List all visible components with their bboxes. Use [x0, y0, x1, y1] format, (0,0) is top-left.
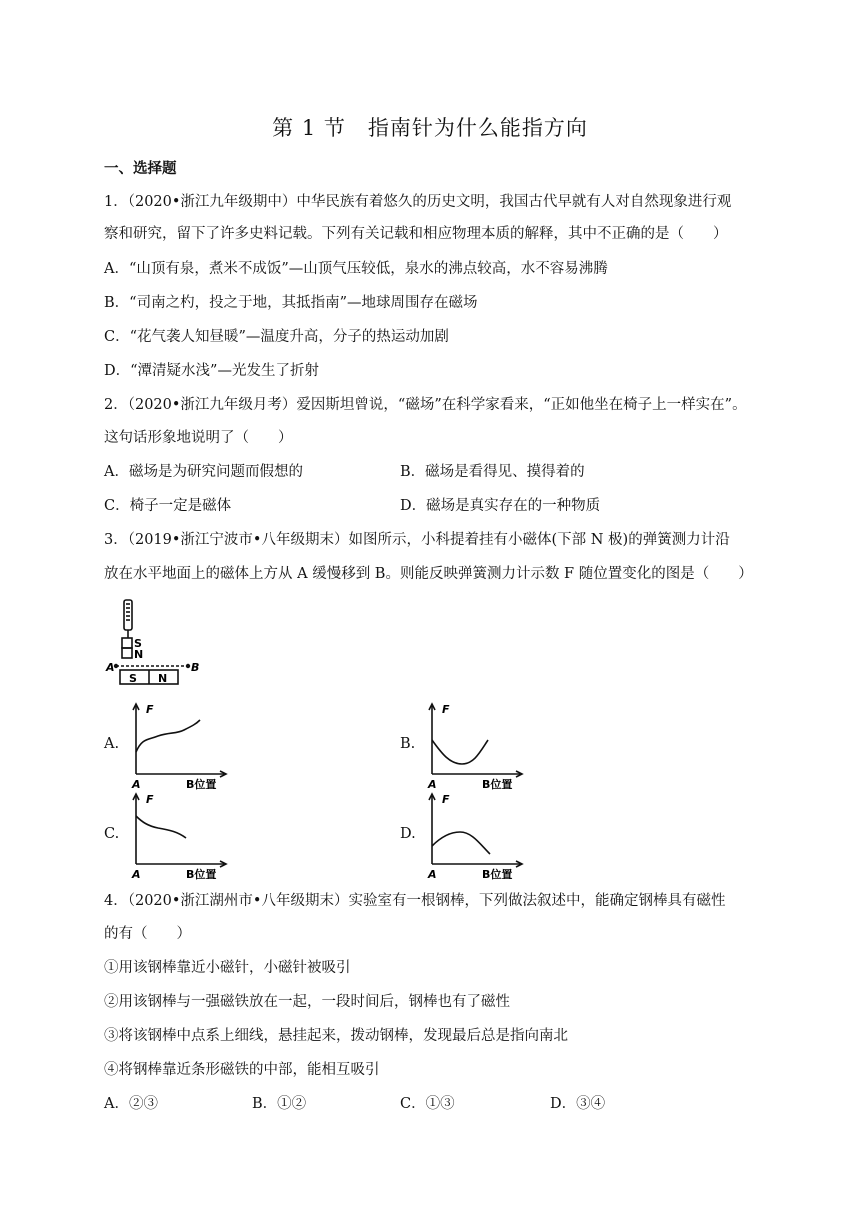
q3-graph-b [418, 700, 528, 790]
graph-a-x-start: A [132, 778, 141, 790]
q1-option-c: C．“花气袭人知昼暖”—温度升高，分子的热运动加剧 [104, 329, 449, 345]
q1-stem-line2: 察和研究，留下了许多史料记载。下列有关记载和相应物理本质的解释，其中不正确的是（ ） [104, 226, 728, 242]
q3-graph-d-option: D. [400, 826, 416, 842]
graph-d-y-label: F [442, 793, 450, 806]
q2-option-b: B．磁场是看得见、摸得着的 [400, 464, 585, 480]
q3-graph-c-option: C. [104, 826, 120, 842]
q4-option-d: D．③④ [550, 1096, 606, 1112]
q3-stem-line1: 3．（2019•浙江宁波市•八年级期末）如图所示，小科提着挂有小磁体(下部 N 极)的弹簧测力计沿 [104, 532, 730, 548]
q2-stem-line1: 2．（2020•浙江九年级月考）爱因斯坦曾说，“磁场”在科学家看来，“正如他坐在椅子上一样实在”。 [104, 397, 747, 413]
q4-stem-line2: 的有（ ） [104, 926, 191, 942]
page-title: 第 1 节 指南针为什么能指方向 [272, 116, 588, 140]
graph-d-curve [432, 832, 490, 854]
q4-statement-1: ①用该钢棒靠近小磁针，小磁针被吸引 [104, 960, 351, 976]
graph-c-y-label: F [146, 793, 154, 806]
q2-option-c: C．椅子一定是磁体 [104, 498, 232, 514]
q3-graph-d [418, 790, 528, 880]
q1-stem-line1: 1．（2020•浙江九年级期中）中华民族有着悠久的历史文明，我国古代早就有人对自然现象进行观 [104, 194, 732, 210]
q2-option-d: D．磁场是真实存在的一种物质 [400, 498, 601, 514]
q2-stem-line2: 这句话形象地说明了（ ） [104, 430, 293, 446]
graph-a-curve [136, 720, 200, 752]
graph-c-curve [136, 816, 186, 838]
graph-a-y-label: F [146, 703, 154, 716]
bar-magnet-s-label: S [129, 672, 137, 685]
q4-statement-4: ④将钢棒靠近条形磁铁的中部，能相互吸引 [104, 1062, 380, 1078]
q4-option-b: B．①② [252, 1096, 307, 1112]
graph-b-x-start: A [428, 778, 437, 790]
small-magnet-n-label: N [134, 648, 144, 661]
section-heading: 一、选择题 [104, 161, 177, 177]
q1-option-a: A．“山顶有泉，煮米不成饭”—山顶气压较低，泉水的沸点较高，水不容易沸腾 [104, 261, 608, 277]
q3-graph-a [122, 700, 232, 790]
q1-option-d: D．“潭清疑水浅”—光发生了折射 [104, 363, 319, 379]
q3-spring-scale-figure [104, 596, 200, 688]
graph-b-curve [432, 740, 488, 764]
graph-c-x-start: A [132, 868, 141, 880]
graph-d-x-start: A [428, 868, 437, 880]
q4-statement-3: ③将该钢棒中点系上细线，悬挂起来，拨动钢棒，发现最后总是指向南北 [104, 1028, 568, 1044]
graph-d-x-end: B位置 [482, 868, 513, 880]
q4-option-a: A．②③ [104, 1096, 158, 1112]
q4-statement-2: ②用该钢棒与一强磁铁放在一起，一段时间后，钢棒也有了磁性 [104, 994, 510, 1010]
q2-option-a: A．磁场是为研究问题而假想的 [104, 464, 303, 480]
q3-graph-b-option: B. [400, 736, 416, 752]
q3-graph-c [122, 790, 232, 880]
graph-c-x-end: B位置 [186, 868, 217, 880]
point-b-label: B [191, 661, 200, 674]
q4-stem-line1: 4．（2020•浙江湖州市•八年级期末）实验室有一根钢棒，下列做法叙述中，能确定钢棒具有磁性 [104, 893, 726, 909]
point-a-label: A [106, 661, 115, 674]
q3-stem-line2: 放在水平地面上的磁体上方从 A 缓慢移到 B。则能反映弹簧测力计示数 F 随位置变化的图是（ ） [104, 566, 753, 582]
graph-b-y-label: F [442, 703, 450, 716]
q3-graph-a-option: A. [104, 736, 120, 752]
graph-b-x-end: B位置 [482, 778, 513, 790]
small-magnet-s-label: S [134, 637, 142, 650]
q4-option-c: C．①③ [400, 1096, 455, 1112]
q1-option-b: B．“司南之杓，投之于地，其抵指南”—地球周围存在磁场 [104, 295, 478, 311]
graph-a-x-end: B位置 [186, 778, 217, 790]
bar-magnet-n-label: N [158, 672, 168, 685]
